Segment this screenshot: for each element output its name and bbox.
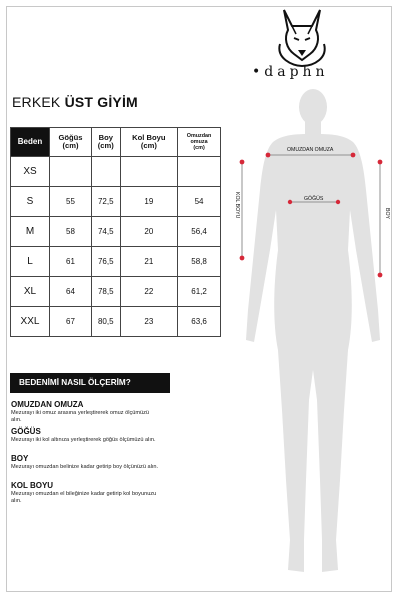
fox-logo-icon bbox=[270, 4, 334, 68]
length-cell bbox=[91, 157, 120, 187]
chest-cell bbox=[50, 157, 92, 187]
size-cell: S bbox=[11, 187, 50, 217]
chest-marker-right bbox=[336, 200, 340, 204]
table-row bbox=[11, 307, 221, 337]
sleeve-cell: 19 bbox=[120, 187, 178, 217]
chest-label: GÖĞÜS bbox=[304, 196, 324, 202]
measure-text: Mezurayı omuzdan belinize kadar getirip boy ölçünüzü alın. bbox=[11, 464, 159, 470]
shoulder-cell: 56,4 bbox=[178, 217, 221, 247]
sleeve-cell: 21 bbox=[120, 247, 178, 277]
sleeve-marker-top bbox=[240, 160, 245, 165]
measure-title: OMUZDAN OMUZA bbox=[11, 400, 84, 409]
measure-length bbox=[11, 454, 161, 471]
shoulder-marker-right bbox=[351, 153, 356, 158]
table-row bbox=[11, 247, 221, 277]
shoulder-cell bbox=[178, 157, 221, 187]
length-cell: 76,5 bbox=[91, 247, 120, 277]
table-row bbox=[11, 187, 221, 217]
measure-text: Mezurayı omuzdan el bileğinize kadar getirip kol boyunuzu alın. bbox=[11, 491, 157, 504]
header-omuzdan-omuza: Omuzdan omuza (cm) bbox=[178, 128, 221, 157]
size-cell: XL bbox=[11, 277, 50, 307]
length-cell: 78,5 bbox=[91, 277, 120, 307]
size-cell: XS bbox=[11, 157, 50, 187]
sleeve-cell bbox=[120, 157, 178, 187]
chest-cell: 55 bbox=[50, 187, 92, 217]
sleeve-cell: 20 bbox=[120, 217, 178, 247]
chest-cell: 67 bbox=[50, 307, 92, 337]
chest-cell: 61 bbox=[50, 247, 92, 277]
header-kol-boyu: Kol Boyu (cm) bbox=[120, 128, 178, 157]
size-cell: XXL bbox=[11, 307, 50, 337]
measure-title: GÖĞÜS bbox=[11, 427, 41, 436]
body-figure bbox=[228, 80, 398, 590]
sleeve-cell: 22 bbox=[120, 277, 178, 307]
measure-text: Mezurayı iki omuz arasına yerleştirerek omuz ölçümüzü alın. bbox=[11, 410, 150, 423]
brand-name: •daphn bbox=[252, 64, 329, 80]
size-table-header bbox=[11, 128, 221, 157]
chest-cell: 58 bbox=[50, 217, 92, 247]
length-marker-bottom bbox=[378, 273, 383, 278]
size-cell: L bbox=[11, 247, 50, 277]
table-row bbox=[11, 277, 221, 307]
shoulder-cell: 61,2 bbox=[178, 277, 221, 307]
header-boy: Boy (cm) bbox=[91, 128, 120, 157]
title-normal: ERKEK bbox=[12, 94, 61, 110]
measure-sleeve bbox=[11, 481, 161, 504]
measure-shoulder bbox=[11, 400, 161, 423]
chest-cell: 64 bbox=[50, 277, 92, 307]
chest-marker-left bbox=[288, 200, 292, 204]
shoulder-cell: 63,6 bbox=[178, 307, 221, 337]
sleeve-marker-bottom bbox=[240, 256, 245, 261]
shoulder-marker-left bbox=[266, 153, 271, 158]
measure-text: Mezurayı iki kol altınıza yerleştirerek göğüs ölçümüzü alın. bbox=[11, 437, 156, 443]
length-marker-top bbox=[378, 160, 383, 165]
header-gogus: Göğüs (cm) bbox=[50, 128, 92, 157]
shoulder-cell: 54 bbox=[178, 187, 221, 217]
shoulder-label: OMUZDAN OMUZA bbox=[287, 147, 334, 153]
measure-title: KOL BOYU bbox=[11, 481, 54, 490]
sleeve-label: KOL BOYU bbox=[234, 192, 240, 219]
measure-title: BOY bbox=[11, 454, 29, 463]
table-row bbox=[11, 217, 221, 247]
header-beden: Beden bbox=[11, 128, 50, 157]
length-label: BOY bbox=[384, 208, 390, 219]
size-table bbox=[10, 127, 221, 337]
sleeve-cell: 23 bbox=[120, 307, 178, 337]
length-cell: 80,5 bbox=[91, 307, 120, 337]
shoulder-cell: 58,8 bbox=[178, 247, 221, 277]
size-cell: M bbox=[11, 217, 50, 247]
measure-chest bbox=[11, 427, 161, 444]
table-row bbox=[11, 157, 221, 187]
length-cell: 72,5 bbox=[91, 187, 120, 217]
howto-banner: BEDENİMİ NASIL ÖLÇERİM? bbox=[10, 373, 170, 393]
title-bold: ÜST GİYİM bbox=[64, 94, 138, 110]
length-cell: 74,5 bbox=[91, 217, 120, 247]
body-silhouette bbox=[246, 89, 380, 572]
page-title bbox=[12, 94, 138, 110]
